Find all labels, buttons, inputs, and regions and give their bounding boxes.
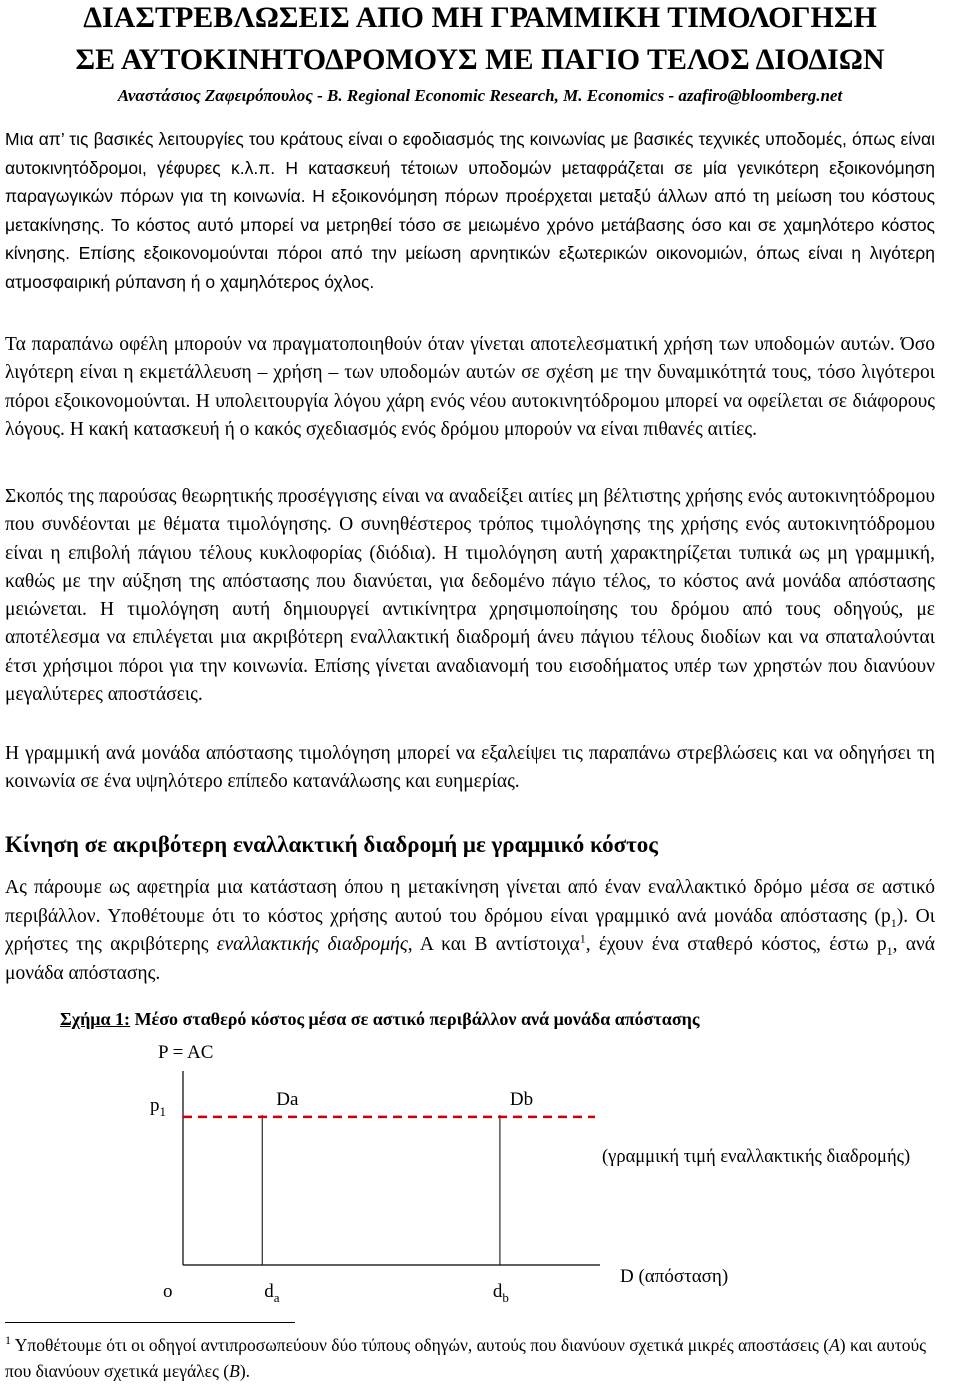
footnote (5, 1332, 945, 1384)
y-axis-label: P = AC (158, 1042, 214, 1063)
text-run: ). Οι χρήστες της ακριβότερης (5, 905, 935, 955)
marker-label-1: Db (509, 1089, 534, 1110)
x-tick-label-1: $d_b$ (492, 1281, 509, 1305)
paragraph-alternative-route (5, 874, 935, 988)
paragraph-purpose: Σκοπός της παρούσας θεωρητικής προσέγγισης είναι να αναδείξει αιτίες μη βέλτιστης χρήσης ενός αυτοκινητόδρομου που συνδέονται με θέματα τιμολόγησης. Ο συνηθέστερος τρόπος τιμολόγησης της χρήσης ενός αυτοκινητόδρομου είναι η επιβολή πάγιου τέλους κυκλοφορίας (διόδια). Η τιμολόγηση αυτή χαρακτηρίζεται τυπικά ως μη γραμμική, καθώς με την αύξηση της απόστασης που διανύεται, για δεδομένο πάγιο τέλος, το κόστος ανά μονάδα απόστασης μειώνεται. Η τιμολόγηση αυτή δημιουργεί αντικίνητρα χρησιμοποίησης του δρόμου από τους οδηγούς, με αποτέλεσμα να επιλέγεται μια ακριβότερη εναλλακτική διαδρομή άνευ πάγιου τέλους διοδίων και να σπαταλούνται έτσι χρήσιμοι πόροι για την κοινωνία. Επίσης γίνεται αναδιανομή του εισοδήματος υπέρ των χρηστών που διανύουν μεγαλύτερες αποστάσεις. (5, 486, 935, 706)
title-line-2: ΣΕ ΑΥΤΟΚΙΝΗΤΟΔΡΟΜΟΥΣ ΜΕ ΠΑΓΙΟ ΤΕΛΟΣ ΔΙΟΔΙΩΝ (75, 43, 885, 76)
emphasis: εναλλακτικής διαδρομής (216, 934, 408, 955)
legend-label: (γραμμική τιμή εναλλακτικής διαδρομής) (602, 1147, 911, 1167)
figure-label: Σχήμα 1: (60, 1009, 131, 1029)
emphasis: A (829, 1335, 840, 1355)
subscript: 1 (890, 915, 897, 930)
text-run: , έχουν ένα σταθερό κόστος, έστω p (585, 934, 887, 955)
origin-label: o (163, 1281, 173, 1302)
footnote-ref[interactable]: 1 (579, 931, 586, 946)
x-tick-label-0: $d_a$ (264, 1281, 280, 1305)
text-run: ) και αυτούς που διανύουν σχετικά μεγάλες ( (5, 1335, 927, 1381)
figure-1-chart (0, 1035, 960, 1315)
footnote-mark: 1 (5, 1333, 11, 1348)
footnote-rule (5, 1322, 295, 1323)
text-run: , ανά μονάδα απόστασης. (5, 934, 936, 984)
text-run: Υποθέτουμε ότι οι οδηγοί αντιπροσωπεύουν δύο τύπους οδηγών, αυτούς που διανύουν σχετικά μικρές αποστάσεις ( (11, 1335, 830, 1355)
text-run: ). (239, 1361, 251, 1381)
subscript: 1 (886, 943, 893, 958)
paragraph-linear-pricing: Η γραμμική ανά μονάδα απόστασης τιμολόγηση μπορεί να εξαλείψει τις παραπάνω στρεβλώσεις και να οδηγήσει τη κοινωνία σε ένα υψηλότερο επίπεδο κατανάλωσης και ευημερίας. (5, 743, 935, 793)
author-line: Αναστάσιος Ζαφειρόπουλος - B. Regional Economic Research, M. Economics - azafiro@bloomberg.net (117, 86, 843, 105)
figure-caption-text: Μέσο σταθερό κόστος μέσα σε αστικό περιβάλλον ανά μονάδα απόστασης (130, 1009, 700, 1029)
section-heading: Κίνηση σε ακριβότερη εναλλακτική διαδρομή με γραμμικό κόστος (5, 832, 658, 857)
emphasis: B (229, 1361, 240, 1381)
marker-label-0: Da (276, 1089, 299, 1110)
text-run: Ας πάρουμε ως αφετηρία μια κατάσταση όπου η μετακίνηση γίνεται από έναν εναλλακτικό δρόμο μέσα σε αστικό περιβάλλον. Υποθέτουμε ότι το κόστος χρήσης αυτού του δρόμου είναι γραμμικό ανά μονάδα απόστασης (p (5, 877, 935, 927)
y-tick-label: $p_1$ (150, 1094, 166, 1119)
x-axis-label: D (απόσταση) (620, 1266, 729, 1287)
text-run: , Α και Β αντίστοιχα (407, 934, 580, 955)
paragraph-intro: Μια απ’ τις βασικές λειτουργίες του κράτους είναι ο εφοδιασμός της κοινωνίας με βασικές τεχνικές υποδομές, όπως είναι αυτοκινητόδρομοι, γέφυρες κ.λ.π. Η κατασκευή τέτοιων υποδομών μεταφράζεται σε μία γενικότερη εξοικονόμηση παραγωγικών πόρων για τη κοινωνία. Η εξοικονόμηση πόρων προέρχεται μεταξύ άλλων από τη μείωση του κόστους μετακίνησης. Το κόστος αυτό μπορεί να μετρηθεί τόσο σε μειωμένο χρόνο μετάβασης όσο και σε χαμηλότερο κόστος κίνησης. Επίσης εξοικονομούνται πόροι από την μείωση αρνητικών εξωτερικών οικονομιών, όπως είναι η λιγότερη ατμοσφαιρική ρύπανση ή ο χαμηλότερος όχλος. (5, 129, 935, 292)
figure-caption (60, 1009, 699, 1030)
title-line-1: ΔΙΑΣΤΡΕΒΛΩΣΕΙΣ ΑΠΟ ΜΗ ΓΡΑΜΜΙΚΗ ΤΙΜΟΛΟΓΗΣΗ (83, 1, 877, 34)
paragraph-benefits: Τα παραπάνω οφέλη μπορούν να πραγματοποιηθούν όταν γίνεται αποτελεσματική χρήση των υποδομών αυτών. Όσο λιγότερη είναι η εκμετάλλευση – χρήση – των υποδομών αυτών σε σχέση με την δυναμικότητά τους, τόσο λιγότεροι πόροι εξοικονομούνται. Η υπολειτουργία λόγου χάρη ενός νέου αυτοκινητόδρομου μπορεί να οφείλεται σε διάφορους λόγους. Η κακή κατασκευή ή ο κακός σχεδιασμός ενός δρόμου μπορούν να είναι πιθανές αιτίες. (5, 334, 935, 440)
